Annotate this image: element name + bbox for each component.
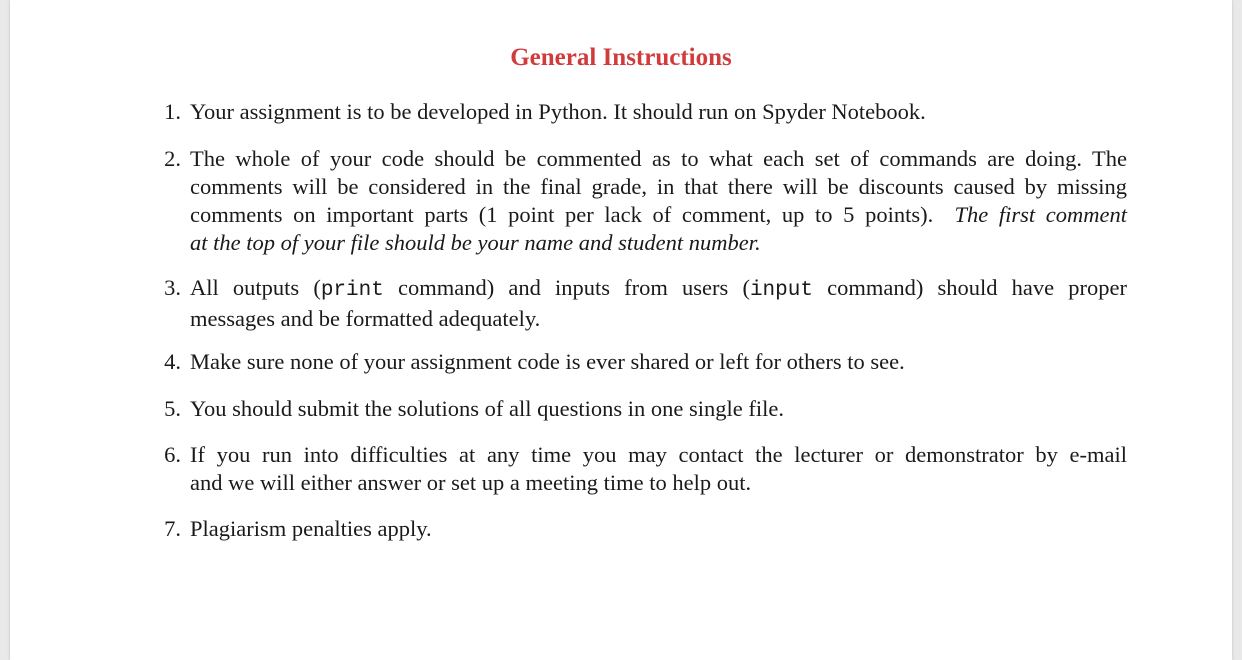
italic-text: at the top of your file should be your name and student number.	[190, 230, 761, 255]
text-line: and we will either answer or set up a meeting time to help out.	[190, 470, 752, 495]
text-line	[190, 201, 1127, 229]
list-item-number: 2.	[164, 146, 181, 171]
list-item-number: 5.	[164, 396, 181, 421]
code-text: input	[749, 279, 813, 302]
list-item-text	[190, 274, 1127, 333]
list-item-number: 4.	[164, 349, 181, 374]
list-item-number: 3.	[164, 275, 181, 300]
italic-text: The first comment	[954, 202, 1128, 227]
text-line: If you run into difficulties at any time you may contact the lecturer or demonstrator by e-mail	[190, 442, 1127, 467]
text-segment: command) and inputs from users (	[383, 275, 750, 300]
page-title: General Instructions	[510, 44, 732, 71]
list-item-number: 7.	[164, 516, 181, 541]
list-item-text	[190, 441, 1127, 497]
list-item-text: Plagiarism penalties apply.	[190, 516, 432, 541]
text-line: messages and be formatted adequately.	[190, 306, 541, 331]
text-segment: command) should have proper	[812, 275, 1127, 300]
list-item-text: Your assignment is to be developed in Python. It should run on Spyder Notebook.	[190, 99, 926, 124]
text-segment: All outputs (	[190, 275, 321, 300]
text-segment: comments on important parts (1 point per lack of comment, up to 5 points).	[190, 202, 934, 227]
list-item-text: You should submit the solutions of all questions in one single file.	[190, 396, 784, 421]
text-line: comments will be considered in the final grade, in that there will be discounts caused by missing	[190, 174, 1127, 199]
text-line	[190, 274, 1127, 305]
document-page	[10, 0, 1232, 660]
text-line: The whole of your code should be commented as to what each set of commands are doing. The	[190, 146, 1127, 171]
list-item-text: Make sure none of your assignment code is ever shared or left for others to see.	[190, 349, 905, 374]
list-item-number: 1.	[164, 99, 181, 124]
list-item-number: 6.	[164, 442, 181, 467]
code-text: print	[320, 279, 384, 302]
list-item-text	[190, 145, 1127, 257]
